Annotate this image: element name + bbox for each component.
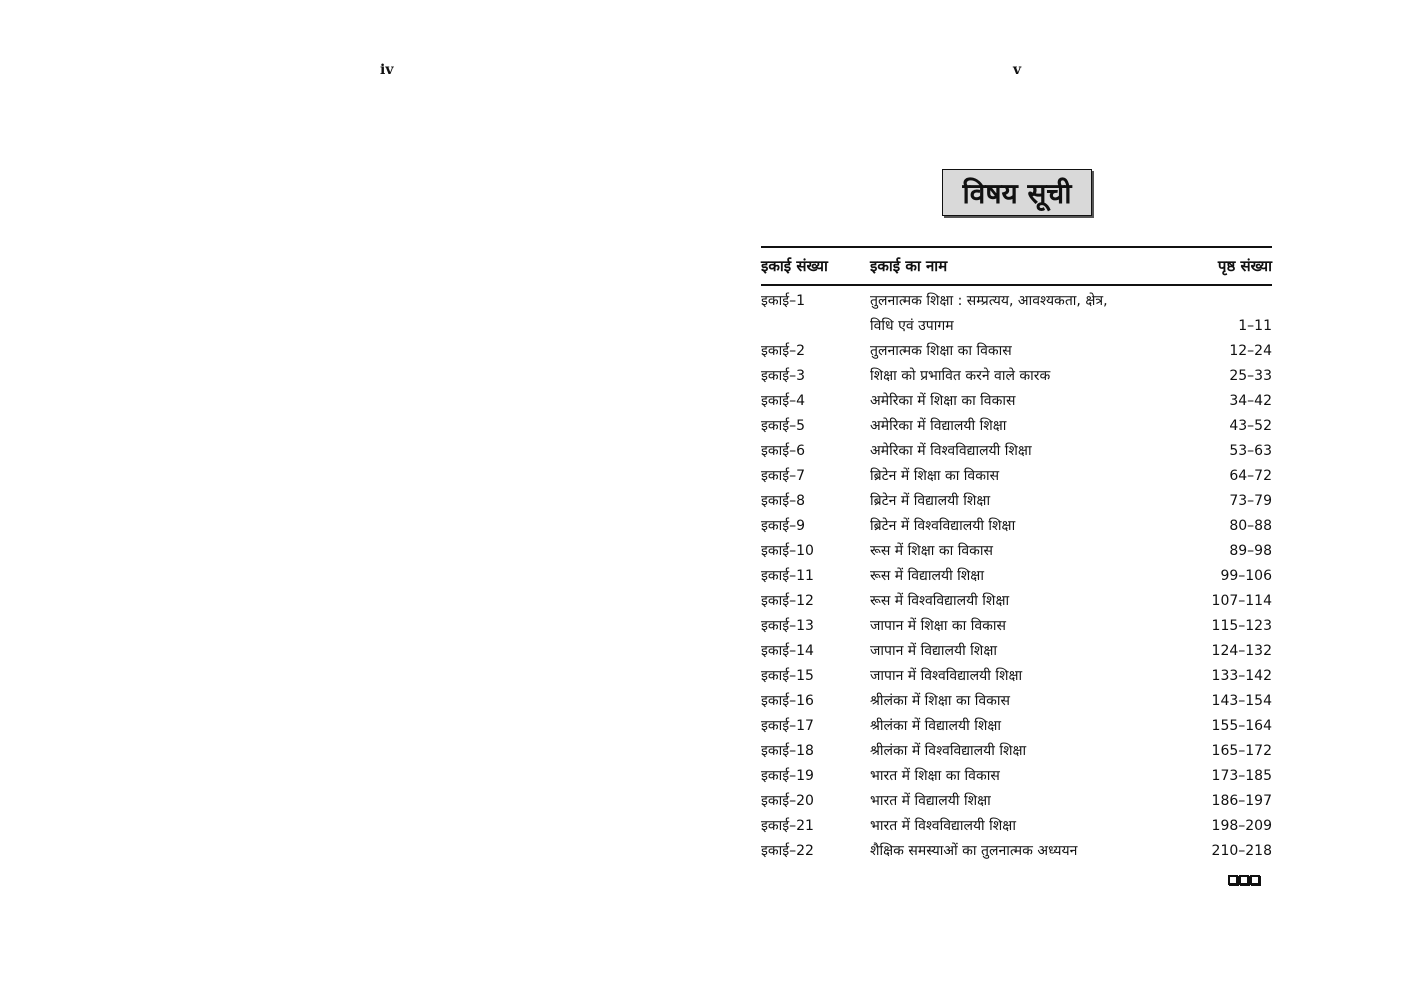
toc-unit-number: इकाई–9	[761, 518, 806, 534]
toc-entry	[761, 339, 1272, 364]
toc-unit-number: इकाई–20	[761, 793, 814, 809]
toc-page-range: 115–123	[1211, 618, 1272, 634]
toc-unit-number: इकाई–19	[761, 768, 814, 784]
column-header-unit: इकाई संख्या	[761, 257, 828, 275]
toc-entry	[761, 714, 1272, 739]
toc-unit-name: शैक्षिक समस्याओं का तुलनात्मक अध्ययन	[870, 843, 1078, 859]
toc-entry	[761, 789, 1272, 814]
toc-unit-number: इकाई–10	[761, 543, 814, 559]
toc-unit-name: श्रीलंका में विद्यालयी शिक्षा	[870, 718, 1002, 734]
toc-unit-name: अमेरिका में शिक्षा का विकास	[870, 393, 1016, 409]
toc-unit-name: जापान में विद्यालयी शिक्षा	[870, 643, 997, 659]
toc-unit-name: शिक्षा को प्रभावित करने वाले कारक	[870, 368, 1051, 384]
toc-page-range: 133–142	[1211, 668, 1272, 684]
toc-unit-name: जापान में विश्वविद्यालयी शिक्षा	[870, 668, 1023, 684]
toc-unit-number: इकाई–3	[761, 368, 806, 384]
left-page-number: iv	[380, 62, 394, 78]
end-mark-box	[1250, 875, 1260, 885]
toc-page-range: 73–79	[1229, 493, 1272, 509]
toc-unit-number: इकाई–7	[761, 468, 806, 484]
toc-entry	[761, 439, 1272, 464]
toc-unit-name-continued: विधि एवं उपागम	[870, 318, 954, 334]
toc-entry	[761, 589, 1272, 614]
toc-unit-number: इकाई–21	[761, 818, 814, 834]
toc-unit-name: अमेरिका में विश्वविद्यालयी शिक्षा	[870, 443, 1032, 459]
toc-page-range: 25–33	[1229, 368, 1272, 384]
toc-page-range: 1–11	[1238, 318, 1272, 334]
toc-page-range: 143–154	[1211, 693, 1272, 709]
toc-entry	[761, 364, 1272, 389]
toc-unit-number: इकाई–17	[761, 718, 814, 734]
toc-page-range: 198–209	[1211, 818, 1272, 834]
toc-entry	[761, 614, 1272, 639]
toc-entry	[761, 539, 1272, 564]
end-mark	[1228, 875, 1260, 885]
toc-unit-number: इकाई–2	[761, 343, 806, 359]
toc-unit-number: इकाई–11	[761, 568, 814, 584]
toc-unit-name: अमेरिका में विद्यालयी शिक्षा	[870, 418, 1007, 434]
toc-unit-number: इकाई–13	[761, 618, 814, 634]
toc-unit-name: श्रीलंका में शिक्षा का विकास	[870, 693, 1011, 709]
toc-entry	[761, 764, 1272, 789]
toc-unit-number: इकाई–1	[761, 293, 806, 309]
toc-unit-name: रूस में विश्वविद्यालयी शिक्षा	[870, 593, 1010, 609]
toc-unit-name: ब्रिटेन में विश्वविद्यालयी शिक्षा	[870, 518, 1016, 534]
toc-unit-name: रूस में शिक्षा का विकास	[870, 543, 993, 559]
toc-page-range: 186–197	[1211, 793, 1272, 809]
toc-unit-name: तुलनात्मक शिक्षा का विकास	[870, 343, 1012, 359]
toc-page-range: 155–164	[1211, 718, 1272, 734]
right-page-number: v	[1013, 62, 1022, 78]
column-header-name: इकाई का नाम	[870, 257, 948, 275]
toc-page-range: 173–185	[1211, 768, 1272, 784]
toc-unit-number: इकाई–8	[761, 493, 806, 509]
toc-entry	[761, 689, 1272, 714]
toc-entry	[761, 839, 1272, 864]
toc-entry	[761, 564, 1272, 589]
toc-unit-name: रूस में विद्यालयी शिक्षा	[870, 568, 984, 584]
toc-entry	[761, 464, 1272, 489]
toc-page-range: 53–63	[1229, 443, 1272, 459]
header-top-rule	[761, 246, 1272, 248]
toc-entry	[761, 489, 1272, 514]
toc-unit-number: इकाई–18	[761, 743, 814, 759]
toc-unit-name: जापान में शिक्षा का विकास	[870, 618, 1006, 634]
toc-page-range: 43–52	[1229, 418, 1272, 434]
toc-page-range: 124–132	[1211, 643, 1272, 659]
toc-unit-number: इकाई–5	[761, 418, 806, 434]
toc-page-range: 34–42	[1229, 393, 1272, 409]
toc-page-range: 12–24	[1229, 343, 1272, 359]
toc-unit-number: इकाई–16	[761, 693, 814, 709]
toc-title: विषय सूची	[942, 169, 1092, 216]
toc-page-range: 99–106	[1220, 568, 1272, 584]
toc-unit-name: ब्रिटेन में शिक्षा का विकास	[870, 468, 1000, 484]
toc-entry	[761, 414, 1272, 439]
toc-unit-name: ब्रिटेन में विद्यालयी शिक्षा	[870, 493, 991, 509]
toc-unit-name: तुलनात्मक शिक्षा : सम्प्रत्यय, आवश्यकता, क्षेत्र,	[870, 293, 1108, 309]
column-header-pages: पृष्ठ संख्या	[1217, 257, 1272, 275]
toc-entry	[761, 639, 1272, 664]
toc-unit-number: इकाई–4	[761, 393, 806, 409]
toc-page-range: 80–88	[1229, 518, 1272, 534]
toc-entry	[761, 389, 1272, 414]
toc-entry	[761, 814, 1272, 839]
toc-entry	[761, 664, 1272, 689]
toc-page-range: 107–114	[1211, 593, 1272, 609]
toc-unit-name: भारत में शिक्षा का विकास	[870, 768, 1000, 784]
toc-unit-number: इकाई–12	[761, 593, 814, 609]
toc-unit-name: श्रीलंका में विश्वविद्यालयी शिक्षा	[870, 743, 1027, 759]
toc-page-range: 64–72	[1229, 468, 1272, 484]
toc-list	[761, 289, 1272, 864]
toc-unit-number: इकाई–6	[761, 443, 806, 459]
toc-page-range: 165–172	[1211, 743, 1272, 759]
toc-unit-number: इकाई–14	[761, 643, 814, 659]
toc-page-range: 210–218	[1211, 843, 1272, 859]
toc-unit-number: इकाई–15	[761, 668, 814, 684]
toc-entry	[761, 289, 1272, 339]
toc-page-range: 89–98	[1229, 543, 1272, 559]
toc-unit-name: भारत में विद्यालयी शिक्षा	[870, 793, 991, 809]
end-mark-box	[1239, 875, 1249, 885]
toc-entry	[761, 514, 1272, 539]
end-mark-box	[1228, 875, 1238, 885]
toc-unit-number: इकाई–22	[761, 843, 814, 859]
toc-unit-name: भारत में विश्वविद्यालयी शिक्षा	[870, 818, 1016, 834]
header-bottom-rule	[761, 284, 1272, 286]
toc-entry	[761, 739, 1272, 764]
